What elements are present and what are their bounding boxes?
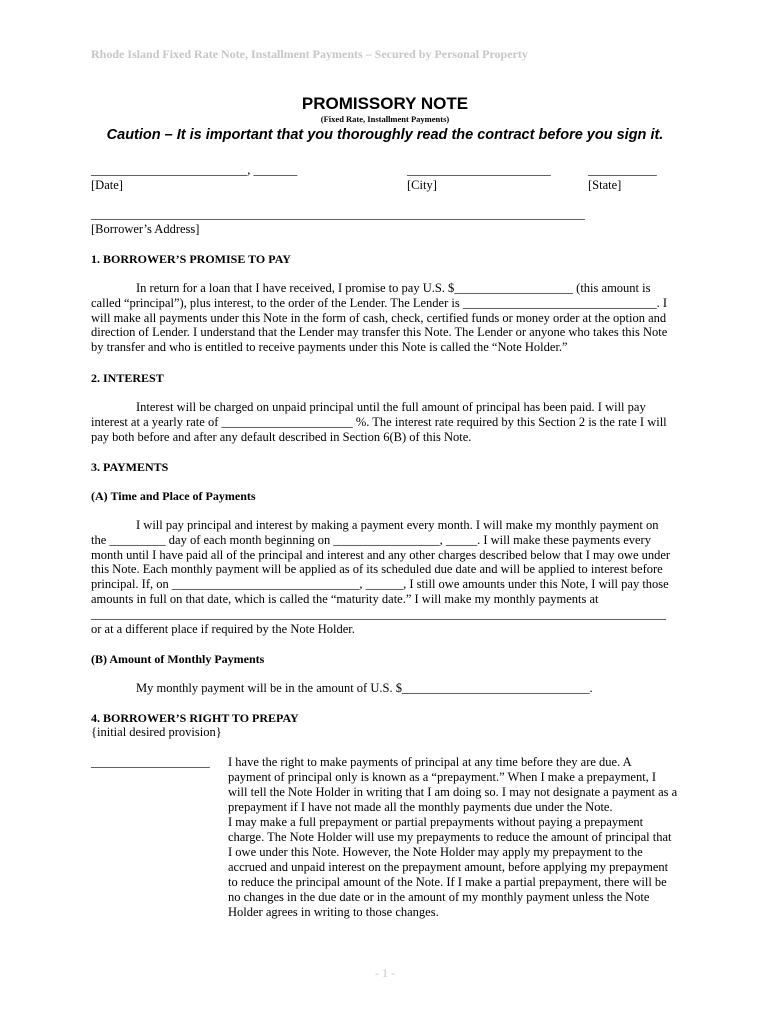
- paragraph-line: I have the right to make payments of principal at any time before they are due. A: [228, 755, 632, 769]
- paragraph-line: Interest will be charged on unpaid principal until the full amount of principal has been paid. I will pay: [136, 400, 646, 414]
- caution-notice: Caution – It is important that you thoroughly read the contract before you sign it.: [106, 127, 664, 143]
- section-3a-heading: (A) Time and Place of Payments: [91, 489, 256, 503]
- paragraph-line: or at a different place if required by the Note Holder.: [91, 621, 355, 636]
- section-1-paragraph: [91, 281, 675, 355]
- page-number: - 1 -: [375, 966, 395, 980]
- section-3a-paragraph: [91, 518, 675, 636]
- paragraph-line: principal. If, on ______________________________, ______, I still owe amounts under this Note, I will pay those: [91, 577, 669, 592]
- paragraph-line: I will pay principal and interest by making a payment every month. I will make my monthly payment on: [136, 518, 659, 532]
- paragraph-line: pay both before and after any default described in Section 6(B) of this Note.: [91, 429, 472, 444]
- section-3b-heading: (B) Amount of Monthly Payments: [91, 652, 265, 666]
- paragraph-line: amounts in full on that date, which is called the “maturity date.” I will make my monthly payments at: [91, 591, 599, 606]
- paragraph-line: payment of principal only is known as a “prepayment.” When I make a prepayment, I: [228, 770, 657, 784]
- running-header: Rhode Island Fixed Rate Note, Installment Payments – Secured by Personal Property: [91, 47, 528, 61]
- date-label: [Date]: [91, 178, 123, 192]
- paragraph-line: by transfer and who is entitled to receive payments under this Note is called the “Note Holder.”: [91, 340, 568, 355]
- address-label: [Borrower’s Address]: [91, 222, 200, 236]
- paragraph-line: direction of Lender. I understand that the Lender may transfer this Note. The Lender or anyone who takes this Note: [91, 325, 668, 340]
- state-label: [State]: [588, 178, 622, 192]
- paragraph-line: to reduce the principal amount of the Note. If I make a partial prepayment, there will be: [228, 875, 667, 889]
- paragraph-line: this Note. Each monthly payment will be applied as of its scheduled due date and will be applied to interest before: [91, 562, 663, 577]
- city-label: [City]: [407, 178, 437, 192]
- paragraph-line: prepayment if I have not made all the monthly payments due under the Note.: [228, 800, 613, 814]
- paragraph-line: My monthly payment will be in the amount of U.S. $______________________________.: [136, 681, 593, 695]
- paragraph-line: month until I have paid all of the principal and interest and any other charges described below that I may owe under: [91, 547, 671, 562]
- section-2-heading: 2. INTEREST: [91, 371, 164, 385]
- section-1-heading: 1. BORROWER’S PROMISE TO PAY: [91, 252, 291, 266]
- paragraph-line: I owe under this Note. However, the Note Holder may apply my prepayment to the: [228, 845, 643, 859]
- initial-blank: ___________________: [91, 755, 210, 769]
- paragraph-line: will tell the Note Holder in writing that I am doing so. I may not designate a payment as a: [228, 785, 678, 799]
- paragraph-line: Holder agrees in writing to those changes.: [228, 905, 439, 919]
- document-title: PROMISSORY NOTE: [301, 94, 469, 113]
- section-3-heading: 3. PAYMENTS: [91, 460, 169, 474]
- address-blank: _______________________________________________________________________________: [91, 207, 585, 221]
- paragraph-line: no changes in the due date or in the amount of my monthly payment unless the Note: [228, 890, 650, 904]
- section-4-heading: 4. BORROWER’S RIGHT TO PREPAY: [91, 711, 299, 725]
- paragraph-line: called “principal”), plus interest, to the order of the Lender. The Lender is _______________________________. I: [91, 295, 668, 310]
- paragraph-line: I may make a full prepayment or partial prepayments without paying a prepayment: [228, 815, 644, 829]
- paragraph-line: In return for a loan that I have received, I promise to pay U.S. $___________________ (this amount is: [136, 281, 651, 295]
- payment-place-blank: ____________________________________________________________________________________________: [91, 606, 666, 621]
- date-blank: _________________________, _______: [91, 163, 298, 177]
- city-blank: _______________________: [407, 163, 551, 177]
- paragraph-line: charge. The Note Holder will use my prepayments to reduce the amount of principal that: [228, 830, 672, 844]
- paragraph-line: accrued and unpaid interest on the prepayment amount, before applying my prepayment: [228, 860, 669, 874]
- paragraph-line: will make all payments under this Note in the form of cash, check, certified funds or money order at the option and: [91, 310, 667, 325]
- state-blank: ___________: [588, 163, 657, 177]
- section-4-note: {initial desired provision}: [91, 725, 222, 739]
- document-subtitle: (Fixed Rate, Installment Payments): [320, 114, 450, 124]
- prepayment-provision: [228, 755, 683, 920]
- section-3b-paragraph: [91, 681, 675, 696]
- paragraph-line: the _________ day of each month beginning on _________________, _____. I will make these payments every: [91, 532, 651, 547]
- section-2-paragraph: [91, 400, 675, 444]
- paragraph-line: interest at a yearly rate of _____________________ %. The interest rate required by this Section 2 is the rate I will: [91, 414, 667, 429]
